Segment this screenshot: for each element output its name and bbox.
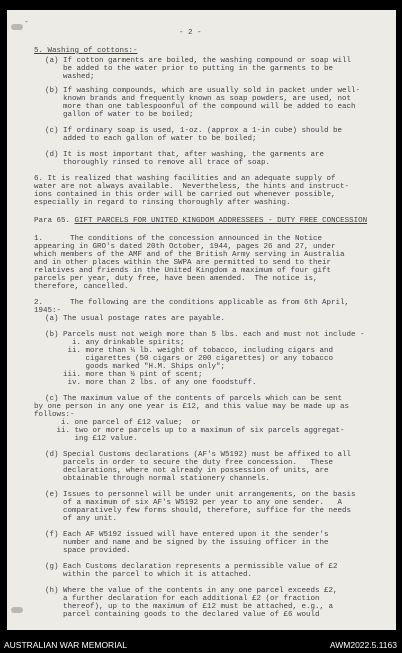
condition-d-line: (d) Special Customs declarations (AF's W5192) must be affixed to all xyxy=(45,451,352,459)
item-1-line: therefore, cancelled. xyxy=(34,283,129,291)
section-5-heading: 5. Washing of cottons:- xyxy=(34,47,138,55)
item-1-line: appearing in GRO's dated 20th October, 1944, pages 26 and 27, under xyxy=(34,243,336,251)
condition-b-line: iv. more than 2 lbs. of any one foodstuff. xyxy=(45,379,257,387)
archive-footer xyxy=(0,637,402,653)
condition-h-line: thereof), up to the maximum of £12 must be attached, e.g., a xyxy=(45,603,334,611)
condition-d-line: parcels in order to secure the duty free concession. These xyxy=(45,459,334,467)
item-1-line: 1. The conditions of the concession announced in the Notice xyxy=(34,235,323,243)
condition-b-line: (b) Parcels must not weigh more than 5 lbs. each and must not include - xyxy=(45,331,365,339)
item-1-line: relatives and friends in the United Kingdom a maximum of four gift xyxy=(34,267,332,275)
condition-f-line: number and name and be signed by the issuing officer in the xyxy=(45,539,329,547)
condition-a-line: (a) The usual postage rates are payable. xyxy=(45,315,226,323)
item-1-line: parcels per year, duty free, have been amended. The notice is, xyxy=(34,275,318,283)
section-5-line: (d) It is most important that, after washing, the garments are xyxy=(45,151,325,159)
condition-e-line: comparatively few forms should, therefore, suffice for the needs xyxy=(45,507,352,515)
section-5-line: added to each gallon of water to be boiled; xyxy=(45,135,257,143)
section-5-line: (a) If cotton garments are boiled, the washing compound or soap will xyxy=(45,57,352,65)
condition-c-line: ii. two or more parcels up to a maximum of six parcels aggregat- xyxy=(34,427,345,435)
condition-b-line: cigarettes (50 cigars or 200 cigarettes) or any tobacco xyxy=(45,355,334,363)
condition-e-line: (e) Issues to personnel will be under unit arrangements, on the basis xyxy=(45,491,356,499)
section-5-line: (c) If ordinary soap is used, 1-oz. (approx a 1-in cube) should be xyxy=(45,127,343,135)
archive-name: AUSTRALIAN WAR MEMORIAL xyxy=(4,640,127,650)
section-5-line: known brands and frequently known as soap powders, are used, not xyxy=(45,95,352,103)
item-1-line: and in other places within the SWPA are permitted to send to their xyxy=(34,259,332,267)
section-5-line: thoroughly rinsed to remove all trace of soap. xyxy=(45,159,271,167)
condition-c-line: follows:- xyxy=(34,411,75,419)
condition-h-line: a further declaration for each additional £2 (or fraction xyxy=(45,595,320,603)
archive-reference: AWM2022.5.1163 xyxy=(329,640,397,650)
section-5-line: washed; xyxy=(45,73,95,81)
item-2-line: 1945:- xyxy=(34,307,62,315)
condition-c-line: (c) The maximum value of the contents of parcels which can be sent xyxy=(45,395,343,403)
item-1-line: which members of the AMF and of the British Army serving in Australia xyxy=(34,251,345,259)
condition-g-line: within the parcel to which it is attached. xyxy=(45,571,253,579)
para-65-number: Para 65. xyxy=(34,217,71,225)
condition-c-line: ing £12 value. xyxy=(34,435,138,443)
section-5-line: (b) If washing compounds, which are usually sold in packet under well- xyxy=(45,87,361,95)
section-6-line: especially in regard to rinsing thoroughly after washing. xyxy=(34,199,291,207)
item-2-line: 2. The following are the conditions applicable as from 6th April, xyxy=(34,299,350,307)
page-number: - 2 - xyxy=(179,29,202,37)
section-5-line: gallon of water to be boiled; xyxy=(45,111,194,119)
condition-d-line: declarations, where not already in possession of units, are xyxy=(45,467,329,475)
condition-g-line: (g) Each Customs declaration represents a permissible value of £2 xyxy=(45,563,338,571)
section-6-line: ions contained in this order will be carried out whenever possible, xyxy=(34,191,336,199)
condition-c-line: by one person in any one year is £12, and this value may be made up as xyxy=(34,403,350,411)
document-page xyxy=(7,10,396,630)
margin-mark: - xyxy=(24,18,29,27)
typed-text xyxy=(7,10,396,630)
section-5-line: be added to the water prior to putting in the garments to be xyxy=(45,65,334,73)
condition-f-line: space provided. xyxy=(45,547,131,555)
condition-c-line: i. one parcel of £12 value; or xyxy=(34,419,201,427)
condition-e-line: of a maximum of six AF's W5192 per year to any one sender. A xyxy=(45,499,343,507)
section-5-line: more than one tablespoonful of the compound will be added to each xyxy=(45,103,356,111)
condition-h-line: parcel containing goods to the declared value of £6 would xyxy=(45,611,320,619)
section-6-line: 6. It is realized that washing facilities and an adequate supply of xyxy=(34,175,336,183)
condition-f-line: (f) Each AF W5192 issued will have entered upon it the sender's xyxy=(45,531,329,539)
para-65-heading xyxy=(34,217,367,225)
condition-b-line: i. any drinkable spirits; xyxy=(45,339,185,347)
condition-e-line: of any unit. xyxy=(45,515,118,523)
condition-b-line: iii. more than ½ pint of scent; xyxy=(45,371,203,379)
section-6-line: water are not always available. Nevertheless, the hints and instruct- xyxy=(34,183,350,191)
condition-h-line: (h) Where the value of the contents in any one parcel exceeds £2, xyxy=(45,587,338,595)
condition-b-line: goods marked "H.M. Ships only"; xyxy=(45,363,226,371)
condition-d-line: obtainable through normal stationery channels. xyxy=(45,475,271,483)
para-65-title: GIFT PARCELS FOR UNITED KINGDOM ADDRESSEES - DUTY FREE CONCESSION xyxy=(74,217,368,225)
condition-b-line: ii. more than ¼ lb. weight of tobacco, including cigars and xyxy=(45,347,334,355)
